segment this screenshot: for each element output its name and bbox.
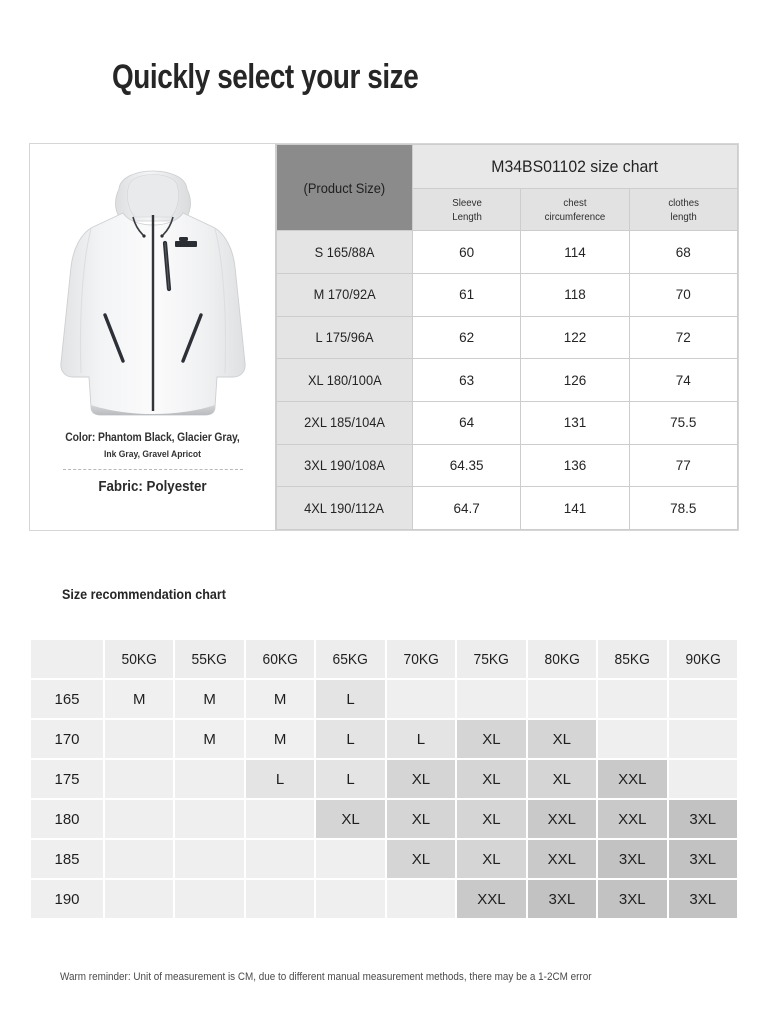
recommendation-cell-empty <box>316 880 384 918</box>
measurement-size-label-text: S 165/88A <box>314 244 375 260</box>
recommendation-cell-empty <box>175 800 243 838</box>
measurement-size-label <box>277 273 413 316</box>
measurement-size-label <box>277 359 413 402</box>
recommendation-cell-empty <box>387 880 455 918</box>
recommendation-cell-size: XXL <box>457 880 525 918</box>
measurement-value-sleeve-length: 60 <box>413 231 521 274</box>
recommendation-weight-header-label: 80KG <box>544 650 580 668</box>
recommendation-cell-empty <box>175 760 243 798</box>
recommendation-row <box>31 800 737 838</box>
measurement-column-header-1 <box>413 189 521 231</box>
recommendation-cell-size: M <box>246 720 314 758</box>
recommendation-cell-size: XL <box>457 840 525 878</box>
product-image <box>38 150 268 432</box>
recommendation-cell-size: L <box>316 720 384 758</box>
product-fabric: Fabric: Polyester <box>98 479 207 495</box>
recommendation-cell-size: XL <box>316 800 384 838</box>
measurement-value-chest-circumference: 122 <box>521 316 629 359</box>
page-title: Quickly select your size <box>112 58 419 96</box>
measurement-size-label <box>277 487 413 530</box>
measurement-value-clothes-length: 77 <box>629 444 737 487</box>
measurement-size-label <box>277 401 413 444</box>
measurement-value-clothes-length: 70 <box>629 273 737 316</box>
recommendation-cell-size: 3XL <box>598 880 666 918</box>
recommendation-weight-header-4 <box>316 640 384 678</box>
recommendation-row <box>31 880 737 918</box>
recommendation-weight-header-1 <box>105 640 173 678</box>
recommendation-cell-size: XXL <box>598 760 666 798</box>
recommendation-cell-empty <box>669 760 738 798</box>
measurement-value-clothes-length: 78.5 <box>629 487 737 530</box>
meta-divider <box>63 469 243 470</box>
recommendation-row <box>31 720 737 758</box>
recommendation-cell-empty <box>387 680 455 718</box>
recommendation-weight-header-6 <box>457 640 525 678</box>
measurement-size-label-text: 4XL 190/112A <box>304 500 385 516</box>
recommendation-cell-empty <box>598 720 666 758</box>
recommendation-cell-size: XL <box>528 720 596 758</box>
measurement-row <box>277 359 738 402</box>
recommendation-cell-empty <box>246 840 314 878</box>
measurement-size-label-text: 2XL 185/104A <box>304 415 385 431</box>
measurement-value-sleeve-length: 64.7 <box>413 487 521 530</box>
measurement-size-label-text: XL 180/100A <box>307 372 382 388</box>
measurement-value-clothes-length: 68 <box>629 231 737 274</box>
measurement-table-pane <box>276 144 738 530</box>
recommendation-weight-header-label: 55KG <box>192 650 228 668</box>
measurement-column-header-label: clothes length <box>667 196 699 223</box>
measurement-column-header-3 <box>629 189 737 231</box>
measurement-row <box>277 316 738 359</box>
recommendation-grid <box>29 638 739 920</box>
recommendation-cell-size: 3XL <box>598 840 666 878</box>
recommendation-cell-size: XL <box>457 800 525 838</box>
recommendation-weight-header-9 <box>669 640 738 678</box>
recommendation-cell-size: XL <box>528 760 596 798</box>
measurement-value-clothes-length: 74 <box>629 359 737 402</box>
measurement-value-clothes-length: 75.5 <box>629 401 737 444</box>
recommendation-cell-empty <box>457 680 525 718</box>
recommendation-cell-empty <box>669 680 738 718</box>
recommendation-title: Size recommendation chart <box>62 587 226 602</box>
recommendation-weight-header-7 <box>528 640 596 678</box>
measurement-column-header-label: Sleeve Length <box>451 196 482 223</box>
recommendation-row <box>31 680 737 718</box>
measurement-value-chest-circumference: 141 <box>521 487 629 530</box>
measurement-value-sleeve-length: 62 <box>413 316 521 359</box>
recommendation-cell-size: XXL <box>528 840 596 878</box>
recommendation-cell-empty <box>598 680 666 718</box>
measurement-row <box>277 231 738 274</box>
recommendation-height-label: 170 <box>31 720 103 758</box>
recommendation-weight-header-5 <box>387 640 455 678</box>
recommendation-weight-header-label: 75KG <box>473 650 510 668</box>
recommendation-cell-empty <box>669 720 738 758</box>
recommendation-cell-size: M <box>105 680 173 718</box>
measurement-value-clothes-length: 72 <box>629 316 737 359</box>
measurement-value-chest-circumference: 114 <box>521 231 629 274</box>
product-meta <box>30 432 275 495</box>
size-chart-card <box>29 143 739 531</box>
measurement-value-chest-circumference: 126 <box>521 359 629 402</box>
measurement-table <box>276 144 738 530</box>
recommendation-cell-size: 3XL <box>669 840 738 878</box>
product-color-line-2: Ink Gray, Gravel Apricot <box>104 449 201 460</box>
recommendation-cell-size: 3XL <box>669 800 738 838</box>
recommendation-cell-empty <box>246 800 314 838</box>
recommendation-cell-size: L <box>316 760 384 798</box>
measurement-size-label <box>277 444 413 487</box>
recommendation-cell-empty <box>105 760 173 798</box>
recommendation-cell-size: M <box>246 680 314 718</box>
recommendation-cell-size: XL <box>457 760 525 798</box>
product-size-header-cell <box>277 145 413 231</box>
measurement-column-header-2 <box>521 189 629 231</box>
recommendation-height-label: 180 <box>31 800 103 838</box>
recommendation-cell-empty <box>528 680 596 718</box>
measurement-header-row-title <box>277 145 738 189</box>
recommendation-row <box>31 840 737 878</box>
measurement-value-sleeve-length: 64.35 <box>413 444 521 487</box>
measurement-column-header-label: chest circumference <box>544 196 606 223</box>
measurement-size-label <box>277 316 413 359</box>
recommendation-cell-size: XL <box>457 720 525 758</box>
recommendation-cell-size: L <box>387 720 455 758</box>
measurement-row <box>277 487 738 530</box>
size-chart-title-label: M34BS01102 size chart <box>491 156 659 176</box>
recommendation-weight-header-label: 90KG <box>685 650 721 668</box>
recommendation-cell-size: 3XL <box>669 880 738 918</box>
jacket-illustration <box>47 155 259 427</box>
recommendation-height-label: 185 <box>31 840 103 878</box>
measurement-row <box>277 444 738 487</box>
recommendation-cell-size: M <box>175 720 243 758</box>
product-pane <box>30 144 276 530</box>
recommendation-cell-empty <box>105 840 173 878</box>
warm-reminder-note: Warm reminder: Unit of measurement is CM, due to different manual measurement methods, there may be a 1-2CM error <box>60 971 592 983</box>
product-color-line-1: Color: Phantom Black, Glacier Gray, <box>65 432 240 444</box>
recommendation-weight-header-label: 70KG <box>403 650 439 668</box>
recommendation-cell-size: M <box>175 680 243 718</box>
recommendation-corner-cell <box>31 640 103 678</box>
measurement-value-chest-circumference: 136 <box>521 444 629 487</box>
product-size-header-label: (Product Size) <box>303 179 386 196</box>
recommendation-height-label: 165 <box>31 680 103 718</box>
recommendation-weight-header-8 <box>598 640 666 678</box>
recommendation-cell-size: 3XL <box>528 880 596 918</box>
measurement-value-chest-circumference: 131 <box>521 401 629 444</box>
recommendation-height-label: 190 <box>31 880 103 918</box>
recommendation-cell-size: L <box>246 760 314 798</box>
recommendation-weight-header-label: 60KG <box>262 650 298 668</box>
recommendation-header-row <box>31 640 737 678</box>
recommendation-cell-size: XXL <box>598 800 666 838</box>
measurement-value-sleeve-length: 64 <box>413 401 521 444</box>
recommendation-weight-header-3 <box>246 640 314 678</box>
recommendation-cell-size: XL <box>387 760 455 798</box>
measurement-value-chest-circumference: 118 <box>521 273 629 316</box>
recommendation-weight-header-label: 85KG <box>614 650 650 668</box>
measurement-row <box>277 273 738 316</box>
recommendation-cell-empty <box>175 880 243 918</box>
recommendation-cell-size: XL <box>387 800 455 838</box>
recommendation-cell-size: XXL <box>528 800 596 838</box>
measurement-row <box>277 401 738 444</box>
recommendation-height-label: 175 <box>31 760 103 798</box>
recommendation-cell-empty <box>316 840 384 878</box>
recommendation-cell-empty <box>246 880 314 918</box>
recommendation-weight-header-label: 50KG <box>121 650 157 668</box>
measurement-size-label-text: M 170/92A <box>313 287 376 303</box>
recommendation-cell-empty <box>105 800 173 838</box>
recommendation-cell-size: L <box>316 680 384 718</box>
size-chart-title-cell <box>413 145 738 189</box>
recommendation-cell-empty <box>175 840 243 878</box>
measurement-size-label-text: L 175/96A <box>315 329 374 345</box>
recommendation-weight-header-label: 65KG <box>332 650 369 668</box>
measurement-value-sleeve-length: 61 <box>413 273 521 316</box>
recommendation-cell-empty <box>105 720 173 758</box>
measurement-size-label <box>277 231 413 274</box>
measurement-value-sleeve-length: 63 <box>413 359 521 402</box>
measurement-size-label-text: 3XL 190/108A <box>304 457 385 473</box>
recommendation-weight-header-2 <box>175 640 243 678</box>
recommendation-cell-size: XL <box>387 840 455 878</box>
recommendation-row <box>31 760 737 798</box>
recommendation-cell-empty <box>105 880 173 918</box>
